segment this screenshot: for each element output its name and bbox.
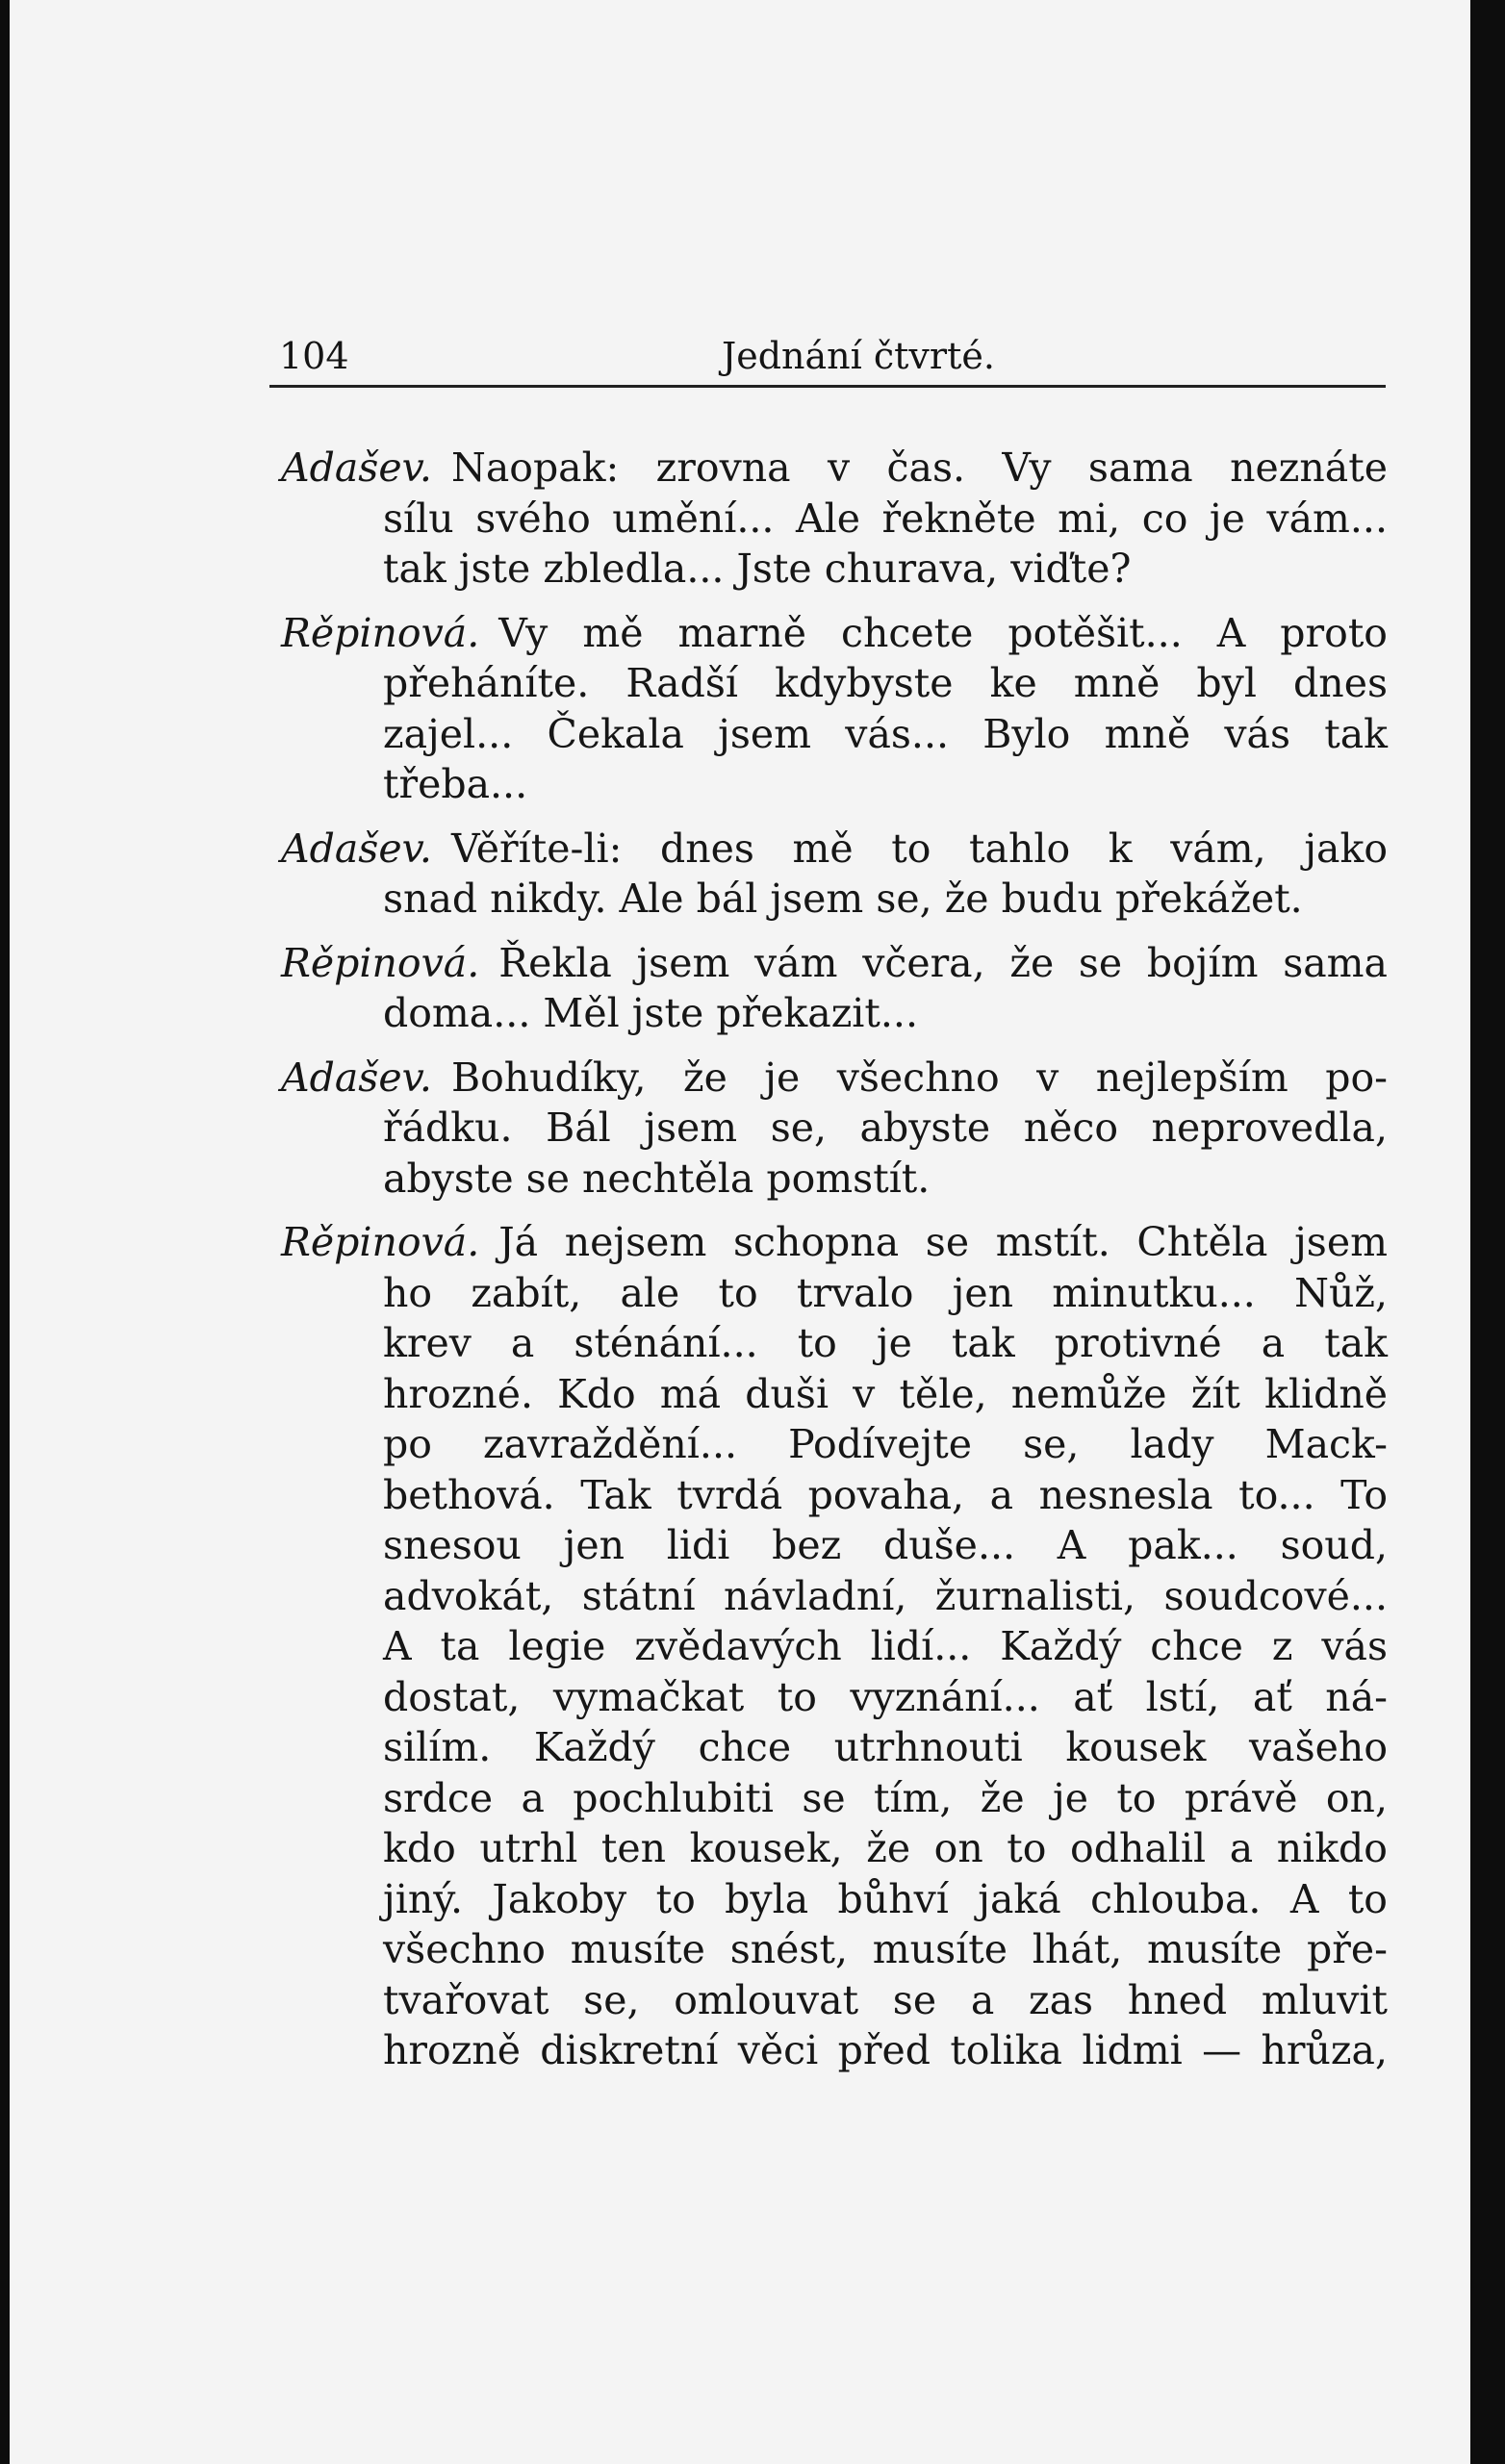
text-line: jiný. Jakoby to byla bůhví jaká chlouba. A to	[383, 1875, 1388, 1922]
speech-block	[281, 443, 1388, 595]
speaker-name: Rěpinová.	[281, 939, 480, 986]
speaker-name: Adašev.	[281, 445, 432, 491]
text-line: zajel... Čekala jsem vás... Bylo mně vás tak	[383, 710, 1388, 757]
text-line: hrozně diskretní věci před tolika lidmi — hrůza,	[383, 2027, 1388, 2073]
speech-block	[281, 608, 1388, 810]
text-line: kdo utrhl ten kousek, že on to odhalil a nikdo	[383, 1825, 1388, 1871]
speaker-name: Rěpinová.	[281, 1219, 480, 1265]
speech-block	[281, 1053, 1388, 1205]
text-line: sílu svého umění... Ale řekněte mi, co je vám...	[383, 495, 1388, 542]
book-page	[10, 0, 1470, 2464]
text-line: třeba...	[383, 761, 528, 807]
text-line: abyste se nechtěla pomstít.	[383, 1155, 931, 1202]
text-line: silím. Každý chce utrhnouti kousek vašeho	[383, 1724, 1388, 1770]
text-line	[281, 824, 1388, 875]
dialogue-text	[281, 443, 1388, 2090]
line-text: Bohudíky, že je všechno v nejlepším po-	[450, 1054, 1388, 1101]
page-header	[269, 327, 1386, 388]
text-line	[281, 938, 1388, 989]
text-line	[281, 608, 1388, 659]
text-line: dostat, vymačkat to vyznání... ať lstí, ať ná-	[383, 1673, 1388, 1720]
line-text: Věříte-li: dnes mě to tahlo k vám, jako	[450, 825, 1388, 872]
text-line	[281, 443, 1388, 494]
running-title: Jednání čtvrté.	[722, 335, 995, 377]
speaker-name: Rěpinová.	[281, 609, 480, 656]
text-line: krev a sténání... to je tak protivné a tak	[383, 1320, 1388, 1366]
line-text: Naopak: zrovna v čas. Vy sama neznáte	[450, 445, 1388, 491]
text-line: tak jste zbledla... Jste churava, viďte?	[383, 546, 1132, 592]
text-line: po zavraždění... Podívejte se, lady Mack-	[383, 1421, 1388, 1467]
speaker-name: Adašev.	[281, 825, 432, 872]
text-line: přeháníte. Radší kdybyste ke mně byl dnes	[383, 660, 1388, 706]
speech-block	[281, 824, 1388, 925]
line-text: Vy mě marně chcete potěšit... A proto	[498, 609, 1388, 656]
text-line: hrozné. Kdo má duši v těle, nemůže žít klidně	[383, 1370, 1388, 1417]
speech-block	[281, 1217, 1388, 2076]
text-line: bethová. Tak tvrdá povaha, a nesnesla to... To	[383, 1471, 1388, 1518]
text-line: všechno musíte snést, musíte lhát, musíte pře-	[383, 1926, 1388, 1972]
line-text: Já nejsem schopna se mstít. Chtěla jsem	[498, 1219, 1388, 1265]
text-line: doma... Měl jste překazit...	[383, 990, 918, 1036]
text-line: řádku. Bál jsem se, abyste něco neprovedla,	[383, 1105, 1388, 1151]
text-line: srdce a pochlubiti se tím, že je to právě on,	[383, 1774, 1388, 1821]
text-line: ho zabít, ale to trvalo jen minutku... Nůž,	[383, 1269, 1388, 1316]
speech-block	[281, 938, 1388, 1039]
text-line: advokát, státní návladní, žurnalisti, soudcové...	[383, 1572, 1388, 1619]
text-line: A ta legie zvědavých lidí... Každý chce z vás	[383, 1623, 1388, 1669]
text-line: tvařovat se, omlouvat se a zas hned mluvit	[383, 1976, 1388, 2023]
speaker-name: Adašev.	[281, 1054, 432, 1101]
line-text: Řekla jsem vám včera, že se bojím sama	[498, 939, 1388, 986]
page-number: 104	[279, 335, 349, 377]
text-line: snad nikdy. Ale bál jsem se, že budu překážet.	[383, 876, 1303, 922]
text-line: snesou jen lidi bez duše... A pak... soud,	[383, 1522, 1388, 1568]
text-line	[281, 1053, 1388, 1104]
text-line	[281, 1217, 1388, 1268]
